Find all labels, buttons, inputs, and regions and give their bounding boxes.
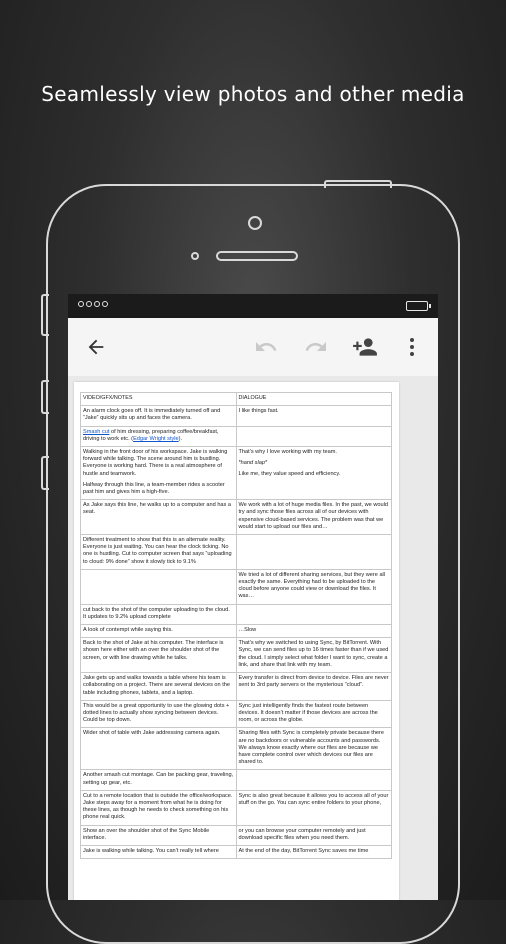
table-cell: Different treatment to show that this is an alternate reality. Everyone is just waiting. You can hear the clock ticking. No one is hustling. Cut to computer screen that says “uploading to cloud: 9% done” show it slowly tick to 9.1%: [81, 535, 237, 570]
side-button: [41, 294, 49, 336]
table-row: [81, 728, 392, 770]
power-button: [324, 180, 392, 188]
table-cell: …Slow: [236, 625, 392, 638]
front-camera: [248, 216, 262, 230]
table-cell: That’s why I love working with my team. *hand slap* Like me, they value speed and efficiency.: [236, 447, 392, 500]
table-cell: [236, 604, 392, 624]
table-cell: A look of contempt while saying this.: [81, 625, 237, 638]
table-row: [81, 447, 392, 500]
table-row: [81, 500, 392, 535]
table-cell: This would be a great opportunity to use the glowing dots + dotted lines to actually show syncing between devices. Could be top down.: [81, 700, 237, 728]
table-cell: Cut to a remote location that is outside the office/workspace. Jake steps away for a moment from what he is doing for these lines, as though he needs to check something on his phone real quick.: [81, 790, 237, 825]
table-cell: or you can browse your computer remotely and just download specific files when you need them.: [236, 825, 392, 845]
table-row: [81, 700, 392, 728]
earpiece-speaker: [216, 251, 298, 261]
headline: Seamlessly view photos and other media: [41, 82, 465, 106]
document-area[interactable]: [68, 376, 438, 900]
table-cell: [236, 426, 392, 446]
more-vert-icon[interactable]: [400, 318, 424, 376]
arrow-back-icon[interactable]: [80, 318, 112, 376]
table-cell: As Jake says this line, he walks up to a computer and has a seat.: [81, 500, 237, 535]
table-cell: At the end of the day, BitTorrent Sync saves me time: [236, 845, 392, 858]
undo-icon[interactable]: [250, 318, 282, 376]
table-row: [81, 604, 392, 624]
table-cell: [236, 770, 392, 790]
table-cell: Sharing files with Sync is completely private because there are no backdoors or vulnerable accounts and passwords. We always know exactly where our files are because we have complete control over which devices our files are shared to.: [236, 728, 392, 770]
table-row: [81, 673, 392, 701]
status-bar: [68, 294, 438, 318]
table-cell: Smash cut of him dressing, preparing coffee/breakfast, driving to work etc. (Edgar Wright style).: [81, 426, 237, 446]
table-cell: Show an over the shoulder shot of the Sync Mobile interface.: [81, 825, 237, 845]
column-header: DIALOGUE: [236, 393, 392, 406]
table-row: [81, 638, 392, 673]
table-row: [81, 625, 392, 638]
table-cell: Back to the shot of Jake at his computer. The interface is shown here either with an over the shoulder shot of the screen, or with line drawing while he talks.: [81, 638, 237, 673]
table-cell: Jake is walking while talking. You can’t really tell where: [81, 845, 237, 858]
table-cell: [236, 535, 392, 570]
table-row: [81, 569, 392, 604]
table-cell: I like things fast.: [236, 406, 392, 426]
table-cell: [81, 569, 237, 604]
document-page: [74, 382, 399, 900]
table-cell: Wider shot of table with Jake addressing camera again.: [81, 728, 237, 770]
table-row: [81, 406, 392, 426]
table-cell: Walking in the front door of his workspace. Jake is walking forward while talking. The scene around him is bustling. Everyone is working hard. There is a real atmosphere of hustle and teamwork. Halfway through this line, a team-member rides a scooter past him and gives him a high-five.: [81, 447, 237, 500]
table-cell: cut back to the shot of the computer uploading to the cloud. It updates to 9.2% upload complete: [81, 604, 237, 624]
app-toolbar: [68, 318, 438, 376]
table-cell: Every transfer is direct from device to device. Files are never sent to 3rd party servers or the mysterious “cloud”.: [236, 673, 392, 701]
table-row: [81, 845, 392, 858]
table-row: [81, 825, 392, 845]
signal-icon: [78, 301, 108, 307]
table-row: [81, 535, 392, 570]
phone-screen: [68, 294, 438, 900]
redo-icon[interactable]: [300, 318, 332, 376]
table-cell: Another smash cut montage. Can be packing gear, traveling, setting up gear, etc.: [81, 770, 237, 790]
table-row: [81, 770, 392, 790]
volume-up-button: [41, 380, 49, 414]
proximity-sensor: [191, 252, 199, 260]
table-cell: We tried a lot of different sharing services, but they were all exactly the same. Everything had to be uploaded to the cloud before anyone could view or download the files. It was…: [236, 569, 392, 604]
volume-down-button: [41, 456, 49, 490]
table-cell: Sync is also great because it allows you to access all of your stuff on the go. You can sync entire folders to your phone,: [236, 790, 392, 825]
table-cell: Jake gets up and walks towards a table where his team is collaborating on a project. There are several devices on the table including phones, tablets, and a laptop.: [81, 673, 237, 701]
table-cell: An alarm clock goes off. It is immediately turned off and “Jake” quickly sits up and faces the camera.: [81, 406, 237, 426]
script-table: [80, 392, 392, 859]
person-add-icon[interactable]: [348, 318, 382, 376]
battery-icon: [406, 301, 428, 311]
table-row: [81, 790, 392, 825]
link[interactable]: Smash cut: [83, 428, 110, 435]
table-cell: That’s why we switched to using Sync, by BitTorrent. With Sync, we can send files up to 16 times faster than if we used the cloud. I simply select what folder I want to sync, create a link, and share that link with my team.: [236, 638, 392, 673]
table-cell: Sync just intelligently finds the fastest route between devices. It doesn’t matter if those devices are across the room, or across the globe.: [236, 700, 392, 728]
table-row: [81, 426, 392, 446]
table-cell: We work with a lot of huge media files. In the past, we would try and sync those files across all of our devices with expensive cloud-based services. The problem was that we would start to upload our files and…: [236, 500, 392, 535]
column-header: VIDEO/GFX/NOTES: [81, 393, 237, 406]
table-header-row: [81, 393, 392, 406]
link[interactable]: Edgar Wright style: [133, 435, 179, 442]
